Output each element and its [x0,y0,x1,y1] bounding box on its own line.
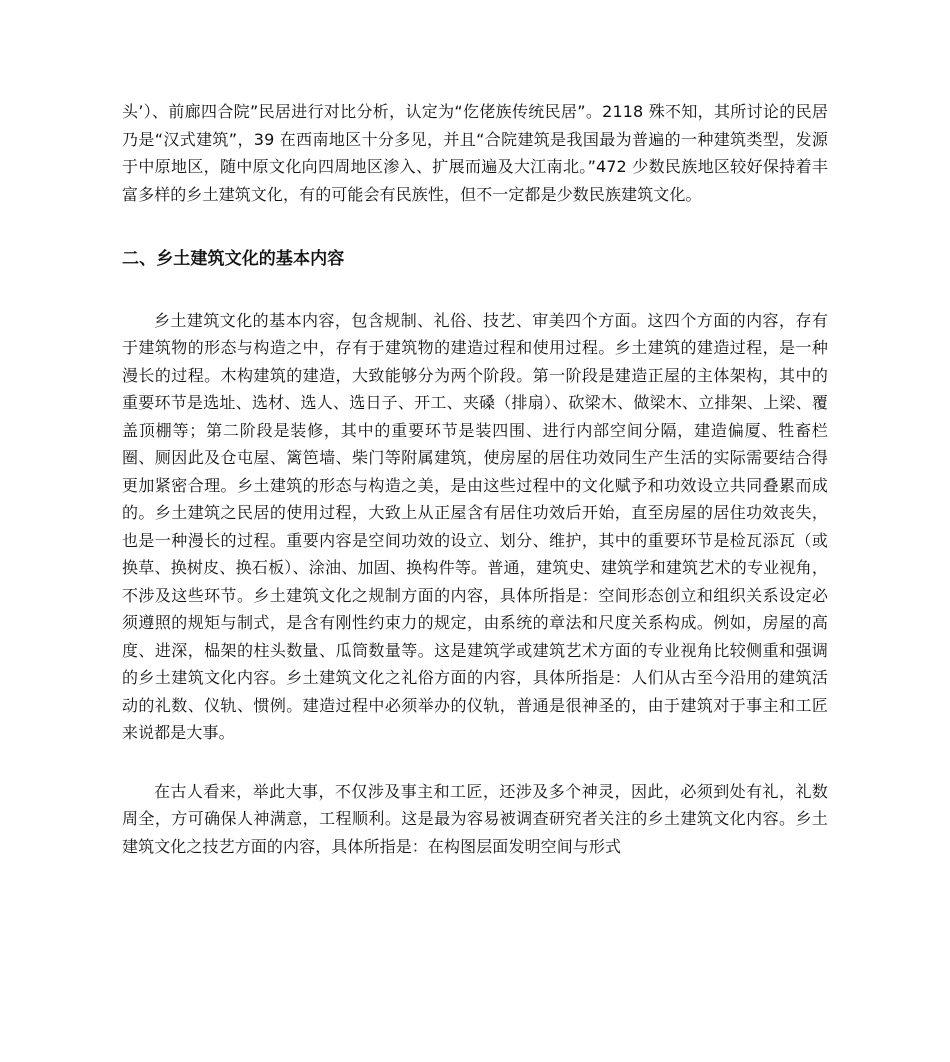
paragraph-continued: 头’）、前廊四合院”民居进行对比分析，认定为“仡佬族传统民居”。2118 殊不知，其所讨论的民居乃是“汉式建筑”，39 在西南地区十分多见，并且“合院建筑是我国最为普遍的一种建筑类型，发源于中原地区，随中原文化向四周地区渗入、扩展而遍及大江南北。”472 少数民族地区较好保持着丰富多样的乡土建筑文化，有的可能会有民族性，但不一定都是少数民族建筑文化。 [122,102,828,204]
document-page [122,98,828,860]
heading-spacer [122,274,828,307]
section-heading: 二、乡土建筑文化的基本内容 [122,249,345,269]
paragraph-spacer [122,747,828,778]
paragraph-ritual-content: 在古人看来，举此大事，不仅涉及事主和工匠，还涉及多个神灵，因此，必须到处有礼，礼数周全，方可确保人神满意，工程顺利。这是最为容易被调查研究者关注的乡土建筑文化内容。乡土建筑文化之技艺方面的内容，具体所指是：在构图层面发明空间与形式 [122,781,828,856]
paragraph-basic-content: 乡土建筑文化的基本内容，包含规制、礼俗、技艺、审美四个方面。这四个方面的内容，存有于建筑物的形态与构造之中，存有于建筑物的建造过程和使用过程。乡土建筑的建造过程，是一种漫长的过程。木构建筑的建造，大致能够分为两个阶段。第一阶段是建造正屋的主体架构，其中的重要环节是选址、选材、选人、选日子、开工、夹磉（排扇）、砍梁木、做梁木、立排架、上梁、覆盖顶棚等；第二阶段是装修，其中的重要环节是装四围、进行内部空间分隔，建造偏厦、牲畜栏圈、厕因此及仓屯屋、篱笆墙、柴门等附属建筑，使房屋的居住功效同生产生活的实际需要结合得更加紧密合理。乡土建筑的形态与构造之美，是由这些过程中的文化赋予和功效设立共同叠累而成的。乡土建筑之民居的使用过程，大致上从正屋含有居住功效后开始，直至房屋的居住功效丧失，也是一种漫长的过程。重要内容是空间功效的设立、划分、维护，其中的重要环节是检瓦添瓦（或换草、换树皮、换石板）、涂油、加固、换构件等。普通，建筑史、建筑学和建筑艺术的专业视角，不涉及这些环节。乡土建筑文化之规制方面的内容，具体所指是：空间形态创立和组织关系设定必须遵照的规矩与制式，是含有刚性约束力的规定，由系统的章法和尺度关系构成。例如，房屋的高度、进深，榀架的柱头数量、瓜筒数量等。这是建筑学或建筑艺术方面的专业视角比较侧重和强调的乡土建筑文化内容。乡土建筑文化之礼俗方面的内容，具体所指是：人们从古至今沿用的建筑活动的礼数、仪轨、惯例。建造过程中必须举办的仪轨，普通是很神圣的，由于建筑对于事主和工匠来说都是大事。 [122,310,828,742]
paragraph-spacer [122,208,828,246]
